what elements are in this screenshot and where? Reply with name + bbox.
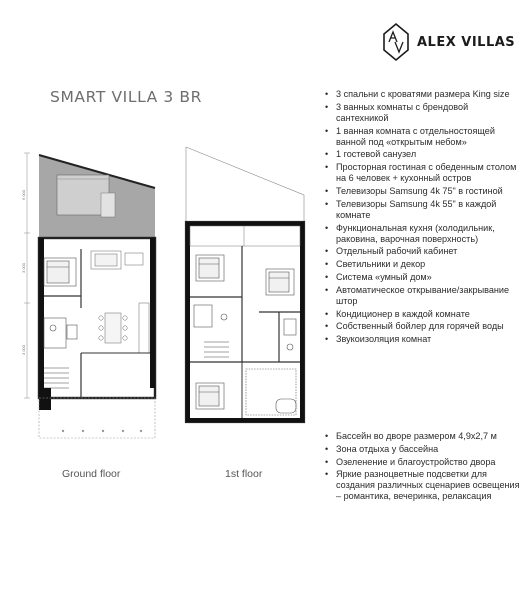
list-item: • Функциональная кухня (холодильник, раковина, варочная поверхность) (318, 223, 523, 245)
list-item: • Зона отдыха у бассейна (318, 444, 523, 455)
list-item: • Телевизоры Samsung 4k 75" в гостиной (318, 186, 523, 197)
front-yard (39, 398, 155, 438)
dimension-line (24, 153, 30, 398)
dimension-label: 6 000 (21, 189, 26, 200)
floor-label-first: 1st floor (225, 468, 263, 480)
first-floor-plan (184, 147, 310, 445)
page-title: SMART VILLA 3 BR (50, 88, 202, 106)
ground-floor-plan (23, 153, 163, 451)
list-item: • Кондиционер в каждой комнате (318, 309, 523, 320)
list-item: • Телевизоры Samsung 4k 55" в каждой комнате (318, 199, 523, 221)
brand-name: ALEX VILLAS (417, 34, 516, 50)
dimension-label: 3 000 (21, 262, 26, 273)
dimension-label: 3 000 (21, 344, 26, 355)
features-list (318, 89, 523, 347)
list-item: • Просторная гостиная с обеденным столом на 6 человек + кухонный остров (318, 162, 523, 184)
brand-logo (381, 22, 515, 62)
roof-outline (186, 147, 304, 222)
list-item: • Светильники и декор (318, 259, 523, 270)
list-item: • 3 спальни с кроватями размера King size (318, 89, 523, 100)
list-item: • Автоматическое открывание/закрывание штор (318, 285, 523, 307)
list-item: • Яркие разноцветные подсветки для создания различных сценариев освещения – романтика, вечеринка, релаксация (318, 469, 523, 502)
list-item: • 1 гостевой санузел (318, 149, 523, 160)
amenities-list (318, 431, 523, 504)
av-monogram-icon (381, 22, 411, 62)
floor-label-ground: Ground floor (62, 468, 121, 480)
list-item: • Собственный бойлер для горячей воды (318, 321, 523, 332)
list-item: • Озеленение и благоустройство двора (318, 457, 523, 468)
list-item: • Звукоизоляция комнат (318, 334, 523, 345)
list-item: • Система «умный дом» (318, 272, 523, 283)
list-item: • 1 ванная комната с отдельностоящей ванной под «открытым небом» (318, 126, 523, 148)
list-item: • Отдельный рабочий кабинет (318, 246, 523, 257)
list-item: • Бассейн во дворе размером 4,9х2,7 м (318, 431, 523, 442)
list-item: • 3 ванных комнаты с брендовой сантехникой (318, 102, 523, 124)
